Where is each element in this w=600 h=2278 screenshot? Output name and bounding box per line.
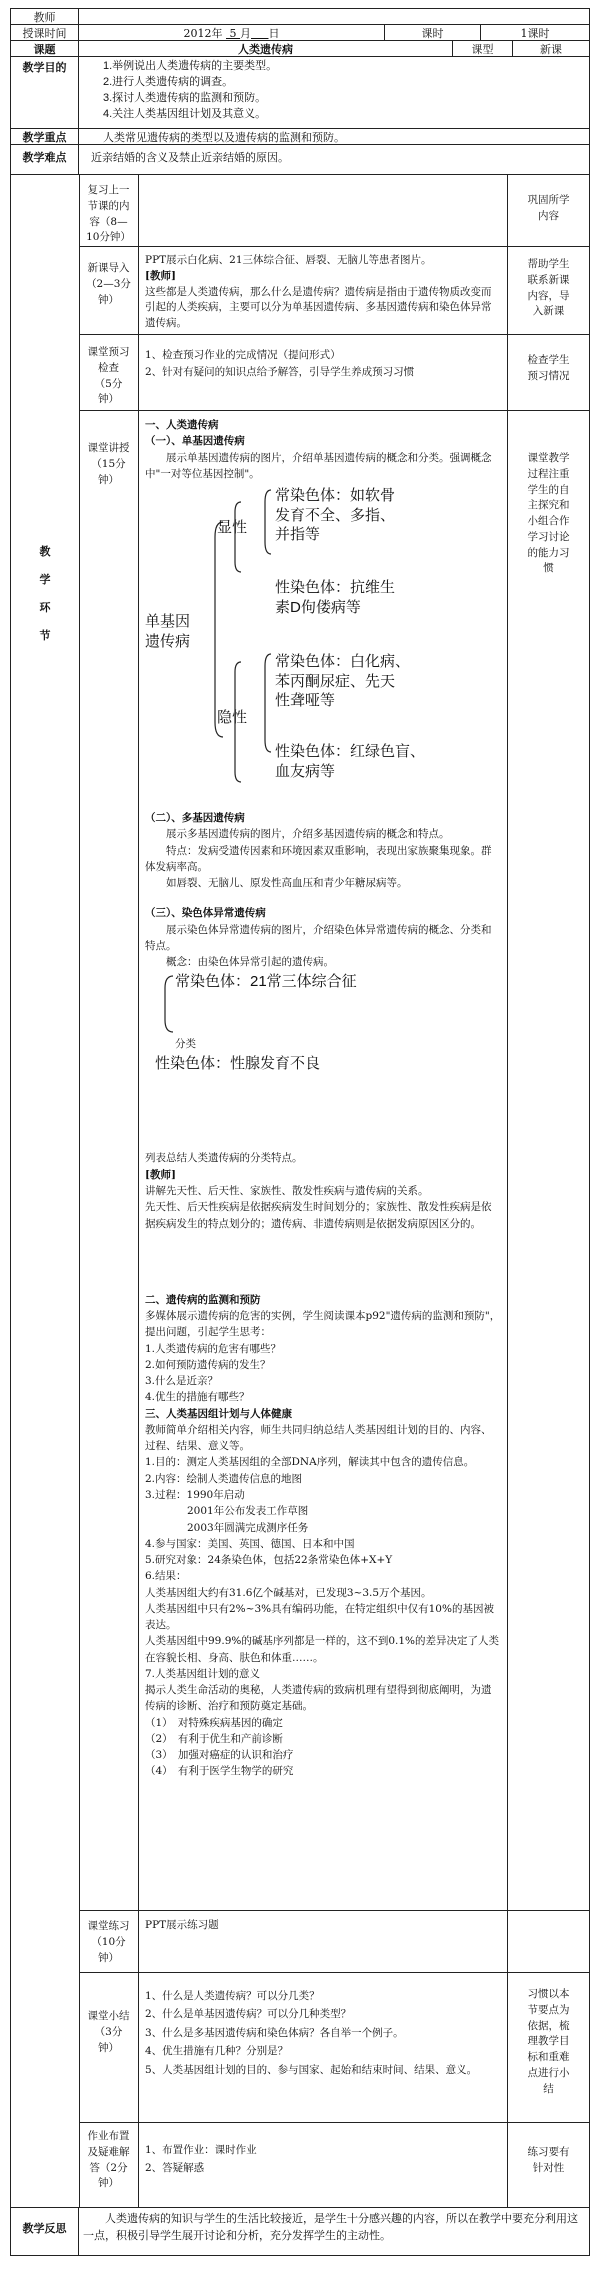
- preview-content: 1、检查预习作业的完成情况（提问形式） 2、针对有疑问的知识点给予解答，引导学生养成预习习惯: [145, 349, 415, 378]
- preview-label: 课堂预习 检查 （5分 钟）: [79, 335, 139, 410]
- summary-row: [79, 1973, 589, 2123]
- homework-content: 1、布置作业：课时作业 2、答疑解惑: [145, 2144, 257, 2175]
- sub1-text: 展示单基因遗传病的图片，介绍单基因遗传病的概念和分类。强调概念中"一对等位基因控制"。: [145, 451, 492, 480]
- chrom-sex: 性染色体：性腺发育不良: [155, 1055, 321, 1073]
- lesson-plan-table: [10, 8, 590, 2256]
- section2-title: 二、遗传病的监测和预防: [145, 1293, 261, 1306]
- reflection-row: [11, 2208, 589, 2255]
- review-side: 巩固所学 内容: [507, 175, 589, 246]
- review-row: [79, 175, 589, 247]
- homework-label: 作业布置 及疑难解 答（2分 钟）: [79, 2123, 139, 2208]
- difficulties-row: [11, 145, 589, 175]
- tree-rec-sex: 性染色体：红绿色盲、 血友病等: [275, 743, 426, 780]
- month: 5: [229, 27, 237, 40]
- process-char: 学: [39, 573, 51, 586]
- key-points-label: 教学重点: [11, 129, 79, 144]
- sub1-title: （一）、单基因遗传病: [145, 435, 245, 448]
- lecture-side: 课堂教学 过程注重 学生的自 主探究和 小组合作 学习讨论 的能力习 惯: [507, 411, 589, 1910]
- intro-content: PPT展示白化病、21三体综合征、唇裂、无脑儿等患者图片。 [教师] 这些都是人类遗传病，那么什么是遗传病？遗传病是指由于遗传物质改变而引起的人类疾病，主要可以分为单基因遗传病、多基因遗传病和染色体异常遗传病。: [145, 254, 492, 329]
- tree-recessive: 隐性: [217, 709, 248, 727]
- lecture-label: 课堂讲授 （15分 钟）: [79, 411, 139, 1910]
- lecture-row: [79, 411, 589, 1911]
- topic-value: 人类遗传病: [79, 41, 453, 56]
- key-points-text: 人类常见遗传病的类型以及遗传病的监测和预防。: [103, 132, 345, 144]
- time-label: 授课时间: [11, 25, 79, 40]
- homework-row: [79, 2123, 589, 2208]
- goal-item: 4.关注人类基因组计划及其意义。: [103, 107, 267, 120]
- date-value: 2012年 5 月 日: [79, 25, 385, 40]
- tree-root: 单基因 遗传病: [145, 613, 191, 650]
- process-char: 教: [39, 545, 51, 558]
- period-label: 课时: [385, 25, 481, 40]
- time-row: [11, 25, 589, 41]
- reflection-label: 教学反思: [11, 2208, 79, 2255]
- goals-list: [79, 57, 589, 128]
- key-points-row: [11, 129, 589, 145]
- teacher-value: [79, 9, 589, 24]
- goal-item: 1.举例说出人类遗传病的主要类型。: [103, 60, 278, 72]
- goal-item: 2.进行人类遗传病的调查。: [103, 75, 234, 88]
- type-value: 新课: [540, 43, 562, 56]
- chrom-autosomal: 常染色体：21常三体综合征: [175, 973, 357, 991]
- tree-dom-autosomal: 常染色体：如软骨 发育不全、多指、 并指等: [275, 487, 396, 544]
- homework-side: 练习要有 针对性: [507, 2123, 589, 2208]
- practice-content: PPT展示练习题: [145, 1919, 219, 1931]
- process-block: [11, 175, 589, 2208]
- practice-side: [507, 1911, 589, 1972]
- summary-content: 1、什么是人类遗传病？可以分几类？ 2、什么是单基因遗传病？可以分几种类型？ 3、什么是多基因遗传病和染色体病？各自举一个例子。 4、优生措施有几种？分别是？ 5、人类基因组计划的目的、参与国家、起始和结束时间、结果、意义。: [145, 1990, 478, 2076]
- intro-label: 新课导入 （2—3分 钟）: [79, 247, 139, 334]
- lecture-content: 一、人类遗传病 （一）、单基因遗传病 展示单基因遗传病的图片，介绍单基因遗传病的概念和分类。强调概念中"一对等位基因控制"。 单基因 遗传病 显性 隐性 常染色体：如软骨 发育不全、多指、 并指等 性染色体：抗维生 素D佝偻病等 常染色体：白化病、 苯丙酮尿症、先天 性聋哑等 性染色体：红绿色盲、 血友病等 （二）、多基因遗传病 展示多基因遗传病的图片，介绍多基因遗传病的概念和特点。 特点：发病受遗传因素和环境因素双重影响，表现出家族聚集现象。群体发病率高。 如唇裂、无脑儿、原发性高血压和青少年糖尿病等。 （三）、染色体异常遗传病 展示染色体异常遗传病的图片，介绍染色体异常遗传病的概念、分类和特点。 概念：由染色体异常引起的遗传病。 常染色体：21常三体综合征 分类 性染色体：性腺发育不良 列表总结人类遗传病的分类特点。 [教师] 讲解先天性、后天性、家族性、散发性疾病与遗传病的关系。 先天性、后天性疾病是依据疾病发生时间划分的；家族性、散发性疾病是依据疾病发生的特点划分的；遗传病、非遗传病则是依据发病原因区分的。 二、遗传病的监测和预防 多媒体展示遗传病的危害的实例，学生阅读课本p92"遗传病的监测和预防"，提出问题，引起学生思考： 1.人类遗传病的危害有哪些？ 2.如何预防遗传病的发生？ 3.什么是近亲？ 4.优生的措施有哪些？ 三、人类基因组计划与人体健康 教师简单介绍相关内容，师生共同归纳总结人类基因组计划的目的、内容、过程、结果、意义等。 1.目的：测定人类基因组的全部DNA序列，解读其中包含的遗传信息。 2.内容：绘制人类遗传信息的地图 3.过程：1990年启动 2001年公布发表工作草图 2003年圆满完成测序任务 4.参与国家：美国、英国、德国、日本和中国 5.研究对象：24条染色体，包括22条常染色体+X+Y 6.结果： 人类基因组大约有31.6亿个碱基对，已发现3~3.5万个基因。 人类基因组中只有2%~3%具有编码功能，在特定组织中仅有10%的基因被表达。 人类基因组中99.9%的碱基序列都是一样的，这不到0.1%的差异决定了人类在容貌长相、身高、肤色和体重……。 7.人类基因组计划的意义 揭示人类生命活动的奥秘，人类遗传病的致病机理有望得到彻底阐明，为遗传病的诊断、治疗和预防奠定基础。 （1） 对特殊疾病基因的确定 （2） 有利于优生和产前诊断 （3） 加强对癌症的认识和治疗 （4） 有利于医学生物学的研究: [145, 419, 501, 1778]
- difficulties-label: 教学难点: [11, 145, 79, 174]
- intro-row: [79, 247, 589, 335]
- practice-label: 课堂练习 （10分 钟）: [79, 1911, 139, 1972]
- process-char: 环: [39, 601, 51, 614]
- summary-label: 课堂小结 （3分 钟）: [79, 1973, 139, 2122]
- tree-rec-autosomal: 常染色体：白化病、 苯丙酮尿症、先天 性聋哑等: [275, 653, 411, 710]
- classification-summary: 列表总结人类遗传病的分类特点。: [145, 1152, 303, 1165]
- tree-dom-sex: 性染色体：抗维生 素D佝偻病等: [275, 579, 396, 616]
- goals-label: 教学目的: [11, 57, 79, 128]
- topic-row: [11, 41, 589, 57]
- type-label: 课型: [453, 41, 513, 56]
- goals-row: [11, 57, 589, 129]
- period-value: 1课时: [520, 27, 550, 40]
- teacher-label: 教师: [11, 9, 79, 24]
- year: 2012年: [183, 27, 223, 40]
- preview-row: [79, 335, 589, 411]
- teacher-tag: [教师]: [145, 1168, 176, 1181]
- summary-side: 习惯以本 节要点为 依据，梳 理教学目 标和重难 点进行小 结: [507, 1973, 589, 2122]
- process-char: 节: [39, 629, 51, 642]
- goal-item: 3.探讨人类遗传病的监测和预防。: [103, 91, 267, 104]
- intro-side: 帮助学生 联系新课 内容，导 入新课: [507, 247, 589, 334]
- section3-title: 三、人类基因组计划与人体健康: [145, 1407, 292, 1420]
- tree-dominant: 显性: [217, 519, 248, 537]
- difficulties-text: 近亲结婚的含义及禁止近亲结婚的原因。: [91, 151, 289, 164]
- preview-side: 检查学生 预习情况: [507, 335, 589, 410]
- single-gene-tree: [145, 482, 501, 802]
- review-content: [139, 175, 507, 246]
- section1-title: 一、人类遗传病: [145, 419, 219, 431]
- teacher-row: [11, 9, 589, 25]
- process-label-col: [11, 175, 80, 2207]
- topic-label: 课题: [11, 41, 79, 56]
- practice-row: [79, 1911, 589, 1973]
- reflection-text: 人类遗传病的知识与学生的生活比较接近，是学生十分感兴趣的内容，所以在教学中要充分利用这一点，积极引导学生展开讨论和分析，充分发挥学生的主动性。: [83, 2212, 578, 2242]
- sub3-title: （三）、染色体异常遗传病: [145, 907, 266, 920]
- day: [251, 27, 268, 40]
- chromosome-tree: [145, 970, 501, 1090]
- review-label: 复习上一 节课的内 容（8— 10分钟）: [79, 175, 139, 246]
- sub2-title: （二）、多基因遗传病: [145, 812, 245, 825]
- chrom-classify: 分类: [175, 1038, 196, 1051]
